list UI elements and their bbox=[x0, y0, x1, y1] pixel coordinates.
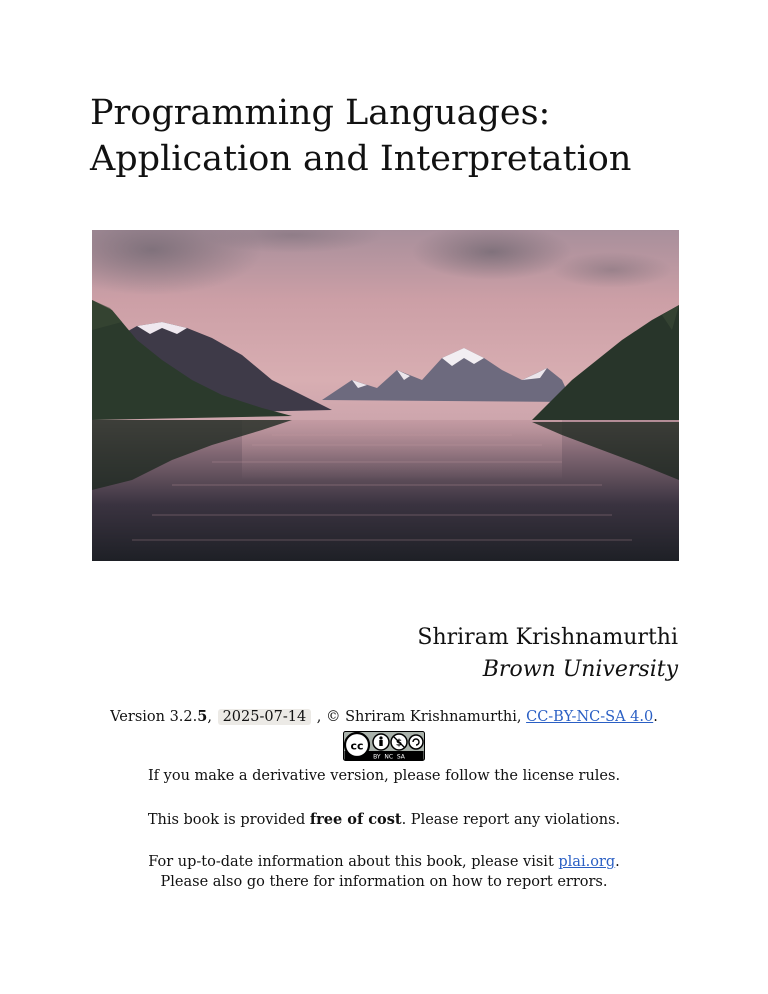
author-name: Shriram Krishnamurthi bbox=[417, 625, 678, 650]
info-line-prefix: For up-to-date information about this book, please visit bbox=[148, 854, 554, 870]
free-line-prefix: This book is provided bbox=[147, 812, 306, 828]
svg-text:$: $ bbox=[395, 738, 403, 749]
version-line bbox=[40, 708, 728, 725]
author-block bbox=[417, 622, 678, 686]
version-line-period: . bbox=[653, 709, 658, 725]
version-number-bold: 5 bbox=[197, 708, 208, 725]
info-line-2: Please also go there for information on how to report errors. bbox=[160, 874, 608, 890]
plai-link[interactable]: plai.org bbox=[558, 854, 616, 870]
cover-image bbox=[92, 230, 679, 561]
version-prefix: Version 3.2. bbox=[110, 709, 198, 725]
free-of-cost-bold: free of cost bbox=[309, 811, 402, 828]
copyright-text: , © Shriram Krishnamurthi, bbox=[316, 709, 522, 725]
book-title-line-1: Programming Languages: bbox=[90, 93, 551, 133]
release-date: 2025-07-14 bbox=[218, 709, 312, 725]
info-line-period: . bbox=[615, 854, 620, 870]
free-of-cost-line bbox=[40, 811, 728, 828]
derivative-note: If you make a derivative version, please follow the license rules. bbox=[147, 768, 621, 784]
book-title-line-2: Application and Interpretation bbox=[90, 139, 632, 179]
author-affiliation: Brown University bbox=[482, 657, 678, 682]
license-badge-caption: BY NC SA bbox=[373, 753, 405, 761]
license-badge-row bbox=[40, 731, 728, 761]
license-link[interactable]: CC-BY-NC-SA 4.0 bbox=[526, 709, 654, 725]
info-line-1 bbox=[40, 854, 728, 870]
free-line-suffix: . Please report any violations. bbox=[401, 812, 621, 828]
lake-mountains-image bbox=[92, 230, 679, 561]
cc-by-nc-sa-badge[interactable] bbox=[343, 731, 425, 765]
version-comma: , bbox=[207, 709, 212, 725]
cc-text: cc bbox=[350, 739, 364, 753]
book-title bbox=[90, 90, 730, 182]
